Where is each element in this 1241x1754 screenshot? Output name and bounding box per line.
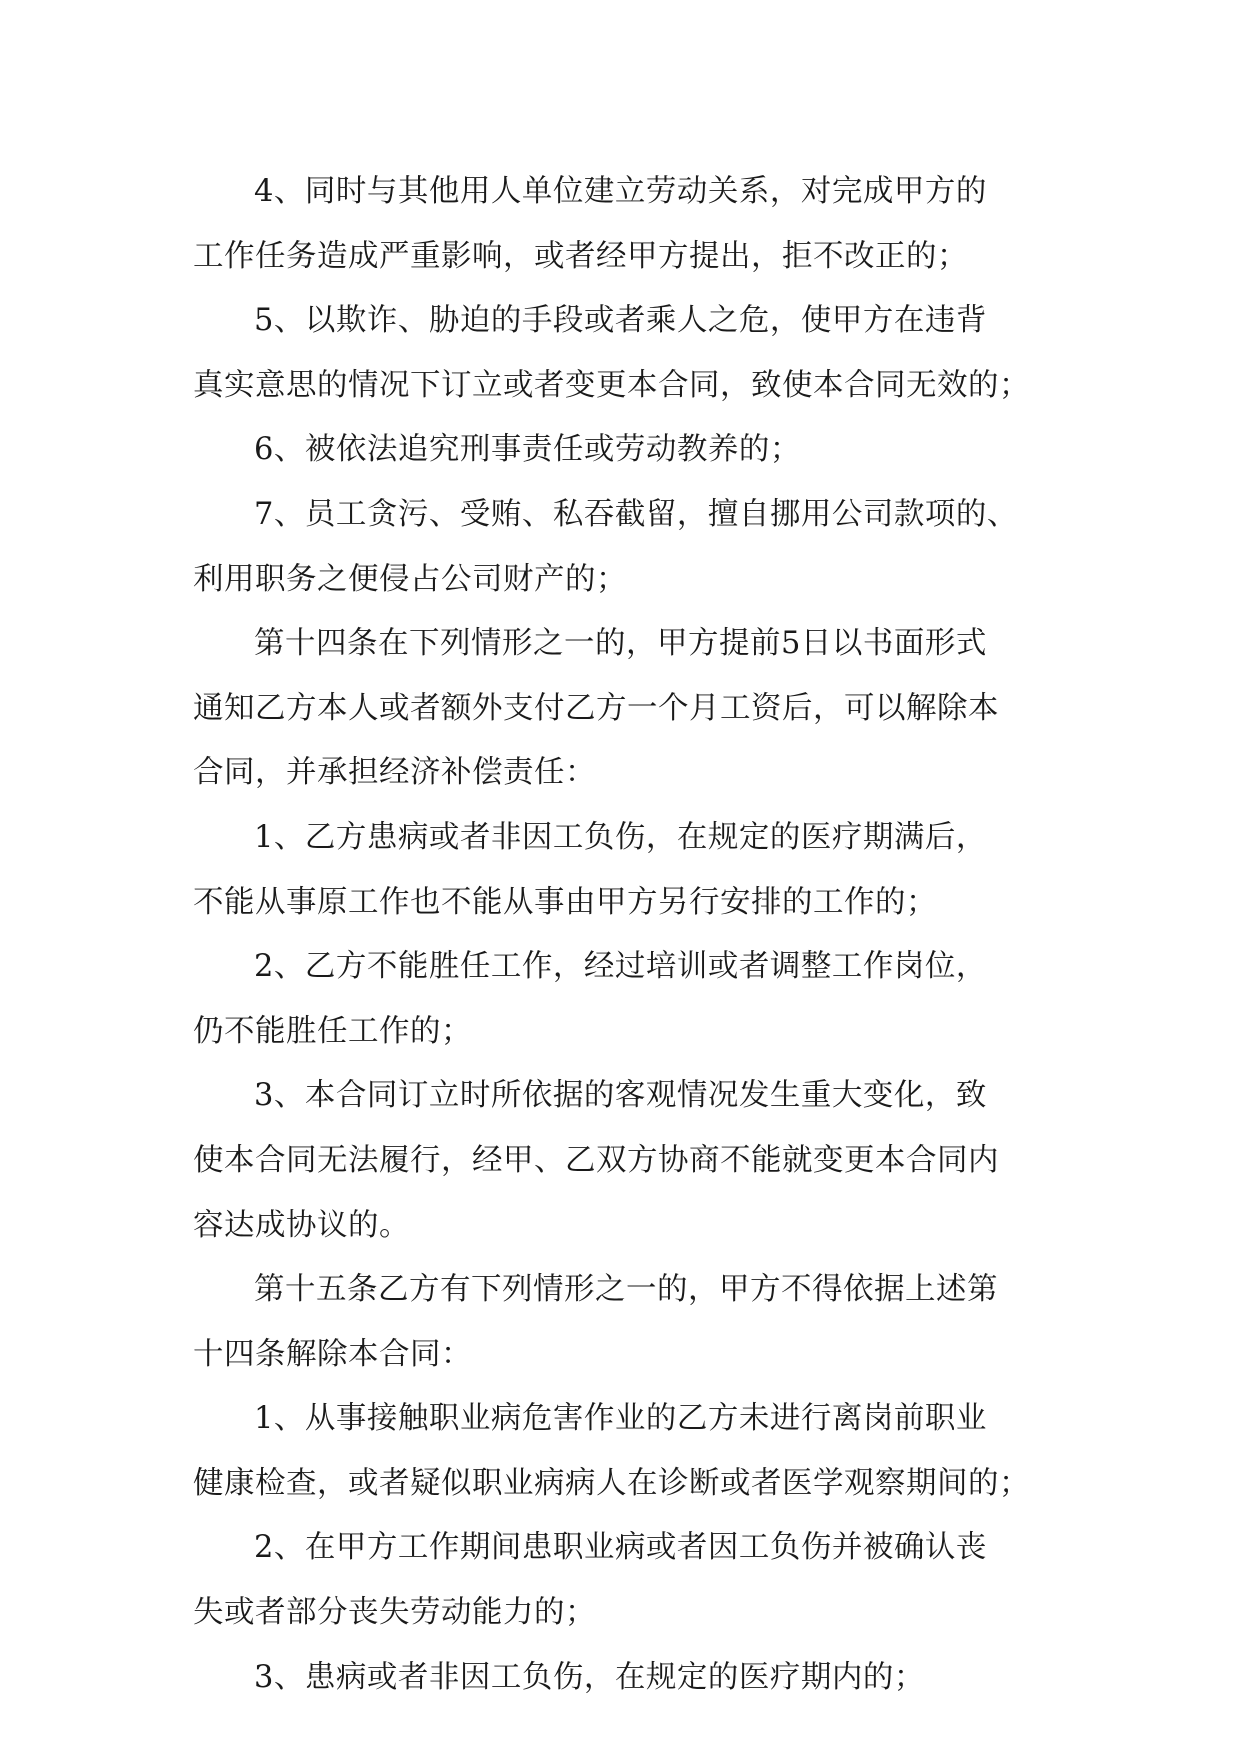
text-line: 5、以欺诈、胁迫的手段或者乘人之危，使甲方在违背 [254, 303, 987, 339]
text-line: 4、同时与其他用人单位建立劳动关系，对完成甲方的 [254, 174, 987, 209]
text-line: 3、患病或者非因工负伤，在规定的医疗期内的； [254, 1659, 925, 1695]
text-line: 十四条解除本合同： [193, 1336, 472, 1372]
text-line: 仍不能胜任工作的； [193, 1013, 472, 1049]
contract-body [193, 160, 1053, 1710]
text-line: 使本合同无法履行，经甲、乙双方协商不能就变更本合同内 [193, 1142, 999, 1178]
text-line: 合同，并承担经济补偿责任： [193, 755, 596, 791]
text-line: 6、被依法追究刑事责任或劳动教养的； [254, 432, 801, 468]
text-line: 3、本合同订立时所依据的客观情况发生重大变化，致 [254, 1078, 987, 1114]
text-line: 通知乙方本人或者额外支付乙方一个月工资后，可以解除本 [193, 690, 999, 726]
text-line: 2、在甲方工作期间患职业病或者因工负伤并被确认丧 [254, 1530, 987, 1566]
text-line: 失或者部分丧失劳动能力的； [193, 1595, 596, 1631]
text-line: 利用职务之便侵占公司财产的； [193, 561, 627, 597]
text-line: 2、乙方不能胜任工作，经过培训或者调整工作岗位， [254, 949, 987, 985]
text-line: 1、乙方患病或者非因工负伤，在规定的医疗期满后， [254, 819, 987, 855]
text-line: 不能从事原工作也不能从事由甲方另行安排的工作的； [193, 884, 937, 920]
text-line: 工作任务造成严重影响，或者经甲方提出，拒不改正的； [193, 238, 968, 274]
text-line: 健康检查，或者疑似职业病病人在诊断或者医学观察期间的； [193, 1465, 1030, 1501]
text-line: 真实意思的情况下订立或者变更本合同，致使本合同无效的； [193, 367, 1030, 403]
text-line: 容达成协议的。 [193, 1207, 410, 1243]
text-line: 第十四条在下列情形之一的，甲方提前5日以书面形式 [254, 626, 987, 662]
text-line: 1、从事接触职业病危害作业的乙方未进行离岗前职业 [254, 1401, 987, 1437]
text-line: 第十五条乙方有下列情形之一的，甲方不得依据上述第 [254, 1272, 998, 1308]
text-line: 7、员工贪污、受贿、私吞截留，擅自挪用公司款项的、 [254, 496, 1018, 532]
